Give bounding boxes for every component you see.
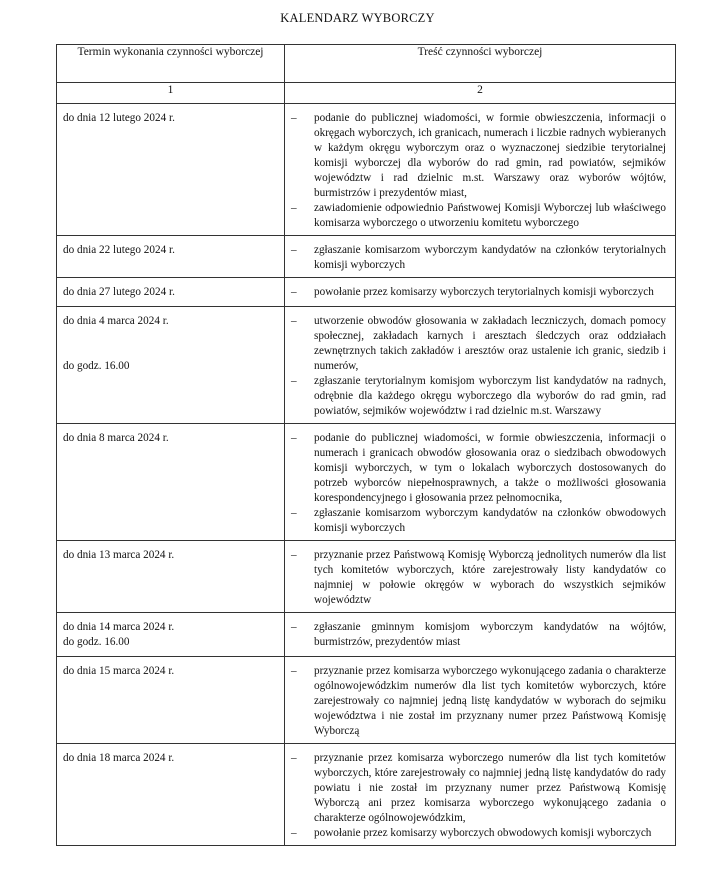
dash-bullet: –: [291, 432, 297, 444]
list-item: [291, 664, 666, 739]
dash-bullet: –: [291, 549, 297, 561]
list-item: [291, 201, 666, 231]
item-text: zgłaszanie terytorialnym komisjom wyborczym list kandydatów na radnych, odrębnie dla każdego okręgu wyborczego dla wyborów do rad gmin, rad powiatów, sejmików województw i rad dzielnic m.st. Warszawy: [314, 375, 666, 417]
dash-bullet: –: [291, 112, 297, 124]
term-cell: [57, 104, 285, 236]
term-cell: [57, 278, 285, 307]
dash-bullet: –: [291, 752, 297, 764]
list-item: [291, 285, 666, 300]
list-item: [291, 314, 666, 374]
page-title: KALENDARZ WYBORCZY: [280, 11, 435, 25]
term-date: do dnia 4 marca 2024 r.: [63, 315, 169, 327]
content-cell: [285, 424, 676, 541]
item-text: utworzenie obwodów głosowania w zakładach leczniczych, domach pomocy społecznej, zakładach karnych i aresztach śledczych oraz oddziałach zewnętrznych takich zakładów i aresztów oraz ustalenie ich granic, siedzib i numerów,: [314, 315, 666, 372]
content-cell: [285, 104, 676, 236]
term-date: do dnia 15 marca 2024 r.: [63, 665, 175, 677]
column-number-row: [57, 83, 676, 104]
column-number-1: 1: [57, 83, 285, 104]
table-row: [57, 104, 676, 236]
content-cell: [285, 236, 676, 278]
list-item: [291, 548, 666, 608]
term-cell: [57, 236, 285, 278]
term-cell: [57, 657, 285, 744]
term-cell: [57, 744, 285, 846]
list-item: [291, 243, 666, 273]
item-text: zawiadomienie odpowiednio Państwowej Komisji Wyborczej lub właściwego komisarza wyborczego o utworzeniu komitetu wyborczego: [314, 202, 666, 229]
item-text: przyznanie przez komisarza wyborczego wykonującego zadania o charakterze ogólnowojewódzkim numerów dla list tych komitetów wyborczych, które zarejestrowały co najmniej jedną listę kandydatów w wyborach do sejmiku województwa i nie został im przyznany numer przez Państwową Komisję Wyborczą: [314, 665, 666, 737]
content-cell: [285, 744, 676, 846]
item-text: podanie do publicznej wiadomości, w formie obwieszczenia, informacji o okręgach wyborczych, ich granicach, numerach i liczbie radnych wybieranych w każdym okręgu wyborczym oraz o wyznaczonej siedzibie terytorialnej komisji wyborczej dla wyborów do rad gmin, rad powiatów, sejmików województw i rad dzielnic m.st. Warszawy oraz wyborów wójtów, burmistrzów i prezydentów miast,: [314, 112, 666, 199]
term-date: do dnia 14 marca 2024 r.: [63, 621, 175, 633]
table-row: [57, 278, 676, 307]
header-term: Termin wykonania czynności wyborczej: [57, 45, 285, 83]
term-cell: [57, 613, 285, 657]
item-text: przyznanie przez Państwową Komisję Wyborczą jednolitych numerów dla list tych komitetów wyborczych, które zarejestrowały listy kandydatów co najmniej w połowie okręgów w wyborach do wszystkich sejmików województw: [314, 549, 666, 606]
content-cell: [285, 541, 676, 613]
term-date: do dnia 22 lutego 2024 r.: [63, 244, 175, 256]
table-row: [57, 613, 676, 657]
term-date: do dnia 13 marca 2024 r.: [63, 549, 175, 561]
item-text: podanie do publicznej wiadomości, w formie obwieszczenia, informacji o numerach i granicach obwodów głosowania oraz o siedzibach obwodowych komisji wyborczych, w tym o lokalach wyborczych dostosowanych do potrzeb wyborców niepełnosprawnych, a także o możliwości głosowania korespondencyjnego i głosowania przez pełnomocnika,: [314, 432, 666, 504]
list-item: [291, 751, 666, 826]
list-item: [291, 374, 666, 419]
term-date: do dnia 27 lutego 2024 r.: [63, 286, 175, 298]
dash-bullet: –: [291, 315, 297, 327]
term-cell: [57, 307, 285, 424]
content-cell: [285, 278, 676, 307]
list-item: [291, 826, 666, 841]
term-time: do godz. 16.00: [63, 636, 130, 648]
header-row: [57, 45, 676, 83]
table-row: [57, 744, 676, 846]
item-text: zgłaszanie komisarzom wyborczym kandydatów na członków obwodowych komisji wyborczych: [314, 507, 666, 534]
item-text: powołanie przez komisarzy wyborczych terytorialnych komisji wyborczych: [314, 286, 654, 298]
dash-bullet: –: [291, 827, 297, 839]
dash-bullet: –: [291, 244, 297, 256]
table-row: [57, 657, 676, 744]
item-text: przyznanie przez komisarza wyborczego numerów dla list tych komitetów wyborczych, które zarejestrowały co najmniej jedną listę kandydatów do rady powiatu i nie został im przyznany numer przez Państwową Komisję Wyborczą ani przez komisarza wyborczego wykonującego zadania o charakterze ogólnowojewódzkim,: [314, 752, 666, 824]
item-text: zgłaszanie komisarzom wyborczym kandydatów na członków terytorialnych komisji wyborczych: [314, 244, 666, 271]
header-content: Treść czynności wyborczej: [285, 45, 676, 83]
content-cell: [285, 307, 676, 424]
content-cell: [285, 657, 676, 744]
term-time: do godz. 16.00: [63, 360, 130, 372]
election-calendar-table: [56, 44, 676, 846]
term-date: do dnia 18 marca 2024 r.: [63, 752, 175, 764]
content-cell: [285, 613, 676, 657]
dash-bullet: –: [291, 621, 297, 633]
dash-bullet: –: [291, 286, 297, 298]
item-text: powołanie przez komisarzy wyborczych obwodowych komisji wyborczych: [314, 827, 652, 839]
table-row: [57, 236, 676, 278]
table-row: [57, 541, 676, 613]
dash-bullet: –: [291, 375, 297, 387]
table-row: [57, 307, 676, 424]
list-item: [291, 506, 666, 536]
column-number-2: 2: [285, 83, 676, 104]
term-date: do dnia 8 marca 2024 r.: [63, 432, 169, 444]
dash-bullet: –: [291, 202, 297, 214]
table-row: [57, 424, 676, 541]
item-text: zgłaszanie gminnym komisjom wyborczym kandydatów na wójtów, burmistrzów, prezydentów miast: [314, 621, 666, 648]
dash-bullet: –: [291, 665, 297, 677]
term-date: do dnia 12 lutego 2024 r.: [63, 112, 175, 124]
term-cell: [57, 424, 285, 541]
dash-bullet: –: [291, 507, 297, 519]
term-cell: [57, 541, 285, 613]
list-item: [291, 620, 666, 650]
list-item: [291, 111, 666, 201]
list-item: [291, 431, 666, 506]
